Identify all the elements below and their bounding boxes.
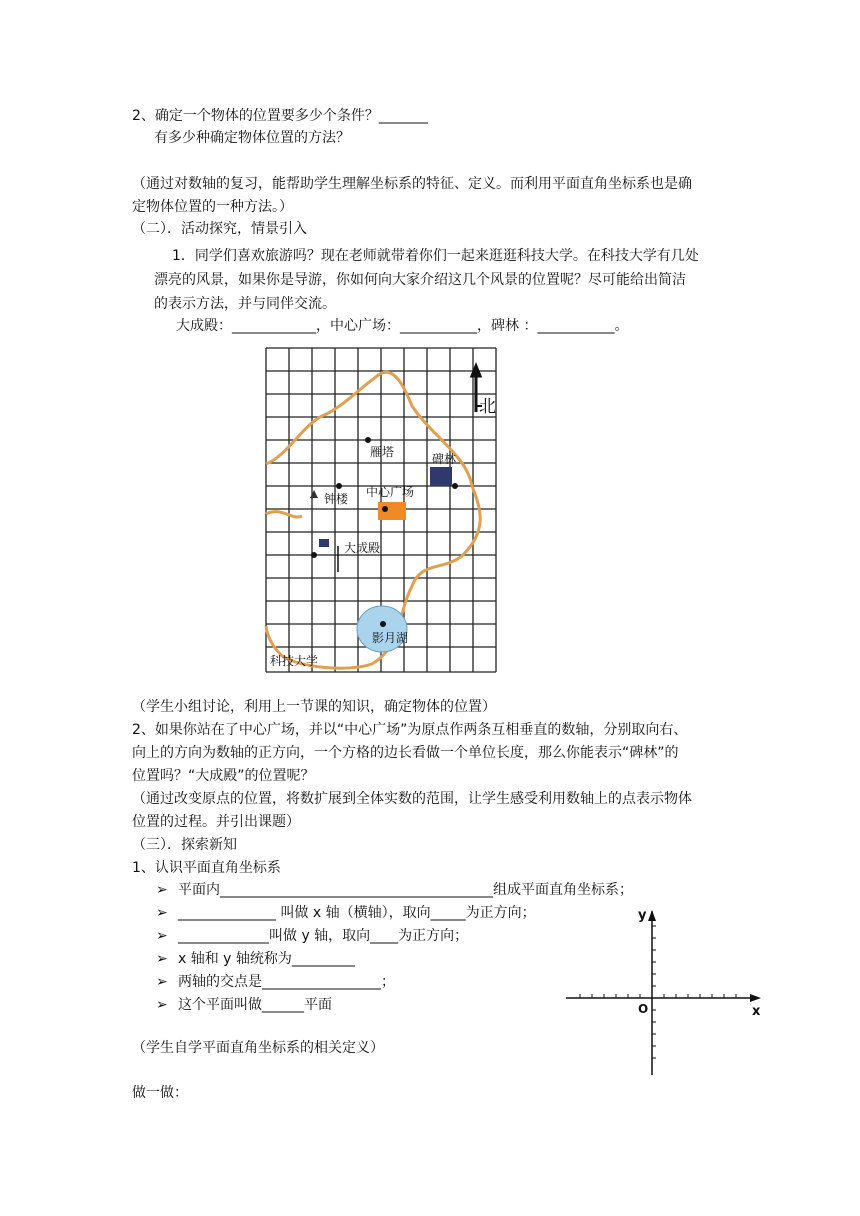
campus-map bbox=[262, 346, 500, 674]
note-1-line-2: 定物体位置的一种方法。） bbox=[132, 199, 293, 215]
pagoda-icon bbox=[319, 539, 329, 547]
coordinate-axes-figure bbox=[560, 905, 775, 1080]
note-2: （学生小组讨论，利用上一节课的知识，确定物体的位置） bbox=[132, 699, 496, 715]
paragraph-1-line-1: 1．同学们喜欢旅游吗？现在老师就带着你们一起来逛逛科技大学。在科技大学有几处 bbox=[172, 248, 699, 264]
bullet-arrow-icon: ➢ bbox=[156, 997, 168, 1013]
dachengdian-label: 大成殿 bbox=[344, 541, 381, 555]
bullet-item bbox=[156, 926, 468, 946]
lake-shape bbox=[357, 606, 407, 652]
bullet-arrow-icon: ➢ bbox=[156, 928, 168, 944]
x-axis-label: x bbox=[752, 1004, 761, 1019]
question-2-sub: 有多少种确定物体位置的方法？ bbox=[154, 130, 350, 146]
bullet-text: x 轴和 y 轴统称为_________ bbox=[178, 951, 355, 967]
bullet-item bbox=[156, 949, 355, 969]
bullet-text: _____________叫做 y 轴，取向____为正方向； bbox=[178, 928, 469, 944]
center-square-marker bbox=[378, 502, 406, 520]
question-2b-line-2: 向上的方向为数轴的正方向，一个方格的边长看做一个单位长度，那么你能表示“碑林”的 bbox=[132, 745, 679, 761]
yanta-label: 雁塔 bbox=[370, 445, 395, 459]
bullet-text: 这个平面叫做______平面 bbox=[178, 997, 332, 1013]
question-2b-line-3: 位置吗？“大成殿”的位置呢？ bbox=[132, 768, 315, 784]
section-3-heading: （三）．探索新知 bbox=[132, 837, 237, 853]
center-square-label: 中心广场 bbox=[366, 485, 415, 499]
note-3-line-2: 位置的过程。并引出课题） bbox=[132, 814, 300, 830]
bullet-item bbox=[156, 972, 395, 992]
paragraph-1-line-2: 漂亮的风景，如果你是导游，你如何向大家介绍这几个风景的位置呢？尽可能给出简洁 bbox=[154, 272, 686, 288]
bullet-text: 两轴的交点是_________________； bbox=[178, 974, 395, 990]
paragraph-1-line-3: 的表示方法，并与同伴交流。 bbox=[154, 296, 336, 312]
bullet-arrow-icon: ➢ bbox=[156, 951, 168, 967]
north-label: 北 bbox=[479, 397, 496, 417]
bullet-arrow-icon: ➢ bbox=[156, 974, 168, 990]
subsection-1-heading: 1、认识平面直角坐标系 bbox=[132, 860, 281, 876]
fill-in-line: 大成殿：____________，中心广场：___________，碑林 ：___________。 bbox=[176, 318, 629, 334]
bell-tower-icon bbox=[310, 490, 318, 498]
question-2b-line-1: 2、如果你站在了中心广场，并以“中心广场”为原点作两条互相垂直的数轴，分别取向右、 bbox=[132, 722, 688, 738]
y-axis-label: y bbox=[638, 908, 647, 923]
bullet-arrow-icon: ➢ bbox=[156, 882, 168, 898]
note-1-line-1: （通过对数轴的复习，能帮助学生理解坐标系的特征、定义。而利用平面直角坐标系也是确 bbox=[132, 176, 692, 192]
bullet-text: 平面内_______________________________________组成平面直角坐标系； bbox=[178, 882, 633, 898]
bullet-item bbox=[156, 995, 332, 1015]
beilin-label: 碑林 bbox=[432, 452, 457, 466]
bullet-arrow-icon: ➢ bbox=[156, 905, 168, 921]
note-3-line-1: （通过改变原点的位置，将数扩展到全体实数的范围，让学生感受利用数轴上的点表示物体 bbox=[132, 791, 692, 807]
bullet-item bbox=[156, 903, 536, 923]
origin-label: O bbox=[638, 1002, 649, 1016]
bullet-text: ______________ 叫做 x 轴（横轴），取向_____为正方向； bbox=[178, 905, 536, 921]
section-2-heading: （二）．活动探究，情景引入 bbox=[132, 221, 307, 237]
beilin-marker bbox=[430, 467, 452, 486]
note-4: （学生自学平面直角坐标系的相关定义） bbox=[132, 1040, 384, 1056]
do-it-heading: 做一做： bbox=[132, 1085, 188, 1101]
lake-label: 影月湖 bbox=[372, 631, 409, 645]
bullet-item bbox=[156, 880, 633, 900]
question-2: 2、确定一个物体的位置要多少个条件？_______ bbox=[132, 108, 428, 124]
university-label: 科技大学 bbox=[270, 654, 319, 668]
zhonglou-label: 钟楼 bbox=[324, 492, 349, 506]
